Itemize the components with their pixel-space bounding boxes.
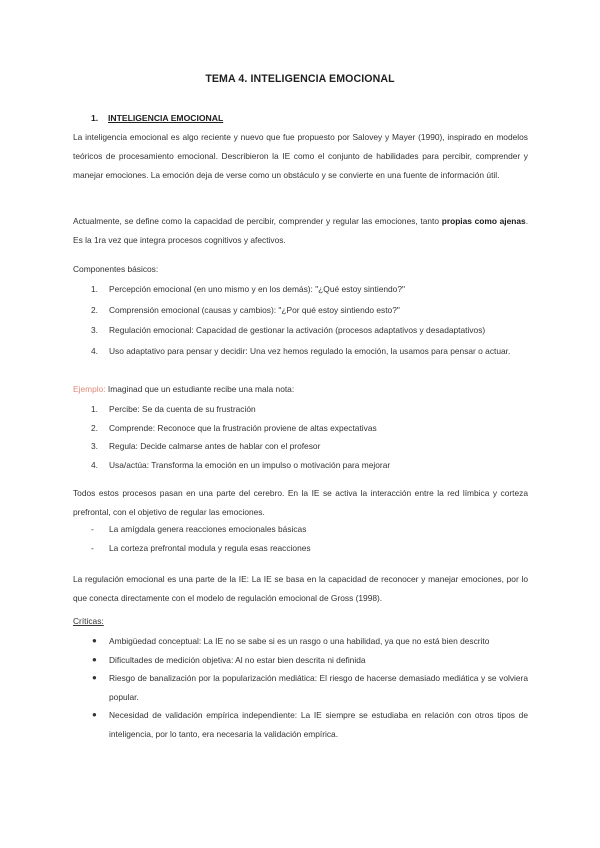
definition-paragraph: Actualmente, se define como la capacidad de percibir, comprender y regular las emociones, tanto propias como ajenas. Es la 1ra vez que integra procesos cognitivos y afectivos. (73, 216, 529, 245)
brain-paragraph: Todos estos procesos pasan en una parte del cerebro. En la IE se activa la interacción entre la red límbica y corteza prefrontal, con el objetivo de regular las emociones. (73, 488, 528, 517)
list-item: ● Necesidad de validación empírica independiente: La IE siempre se estudiaba en relación con otros tipos de inteligencia, por lo tanto, era necesaria la validación empírica. (91, 706, 528, 743)
bullet-icon: ● (92, 673, 97, 682)
section-number: 1. (91, 113, 99, 123)
bullet-icon: ● (92, 654, 97, 664)
intro-paragraph: La inteligencia emocional es algo reciente y nuevo que fue propuesto por Salovey y Mayer (1990), inspirado en modelos teóricos de procesamiento emocional. Describieron la IE como el conjunto de habilidades para percibir, comprender y manejar emociones. La emoción deja de verse como un obstáculo y se convierte en una fuente de información útil. (73, 132, 528, 180)
bullet-icon: ● (92, 636, 97, 645)
document-title: TEMA 4. INTELIGENCIA EMOCIONAL (205, 73, 395, 85)
list-item: 3. Regulación emocional: Capacidad de gestionar la activación (procesos adaptativos y desadaptativos) (91, 325, 486, 335)
list-item: 2. Comprende: Reconoce que la frustración proviene de altas expectativas (91, 422, 377, 433)
emphasis-text: propias como ajenas (441, 216, 526, 226)
components-list (91, 280, 528, 360)
components-label: Componentes básicos: (73, 264, 159, 274)
section-title: INTELIGENCIA EMOCIONAL (108, 113, 224, 123)
list-item: ● Ambigüedad conceptual: La IE no se sabe si es un rasgo o una habilidad, ya que no está bien descrito (91, 632, 528, 651)
brain-list (91, 520, 528, 557)
list-item: 2. Comprensión emocional (causas y cambios): "¿Por qué estoy sintiendo esto?" (91, 304, 400, 315)
list-item: 1. Percepción emocional (en uno mismo y en los demás): "¿Qué estoy sintiendo?" (91, 284, 405, 294)
list-item: 3. Regula: Decide calmarse antes de hablar con el profesor (91, 441, 321, 451)
example-steps-list (91, 400, 528, 474)
list-item: ● Dificultades de medición objetiva: Al no estar bien descrita ni definida (91, 651, 528, 670)
list-item: 4. Usa/actúa: Transforma la emoción en un impulso o motivación para mejorar (91, 459, 391, 470)
example-word: Ejemplo: (73, 384, 106, 394)
bullet-icon: ● (92, 710, 97, 719)
list-item: - La corteza prefrontal modula y regula esas reacciones (91, 542, 311, 553)
criticas-list (91, 632, 528, 743)
list-item: 4. Uso adaptativo para pensar y decidir: Una vez hemos regulado la emoción, la usamos para pensar o actuar. (91, 345, 511, 356)
criticas-label: Críticas: (73, 616, 104, 626)
example-intro: Ejemplo: Imaginad que un estudiante recibe una mala nota: (73, 384, 295, 394)
section-heading (91, 113, 223, 123)
regulation-paragraph: La regulación emocional es una parte de la IE: La IE se basa en la capacidad de reconocer y manejar emociones, por lo que conecta directamente con el modelo de regulación emocional de Gross (1998). (73, 574, 528, 603)
list-item: - La amígdala genera reacciones emocionales básicas (91, 524, 307, 534)
list-item: ● Riesgo de banalización por la popularización mediática: El riesgo de hacerse demasiado mediática y se volviera popular. (91, 669, 528, 706)
list-item: 1. Percibe: Se da cuenta de su frustración (91, 404, 256, 414)
